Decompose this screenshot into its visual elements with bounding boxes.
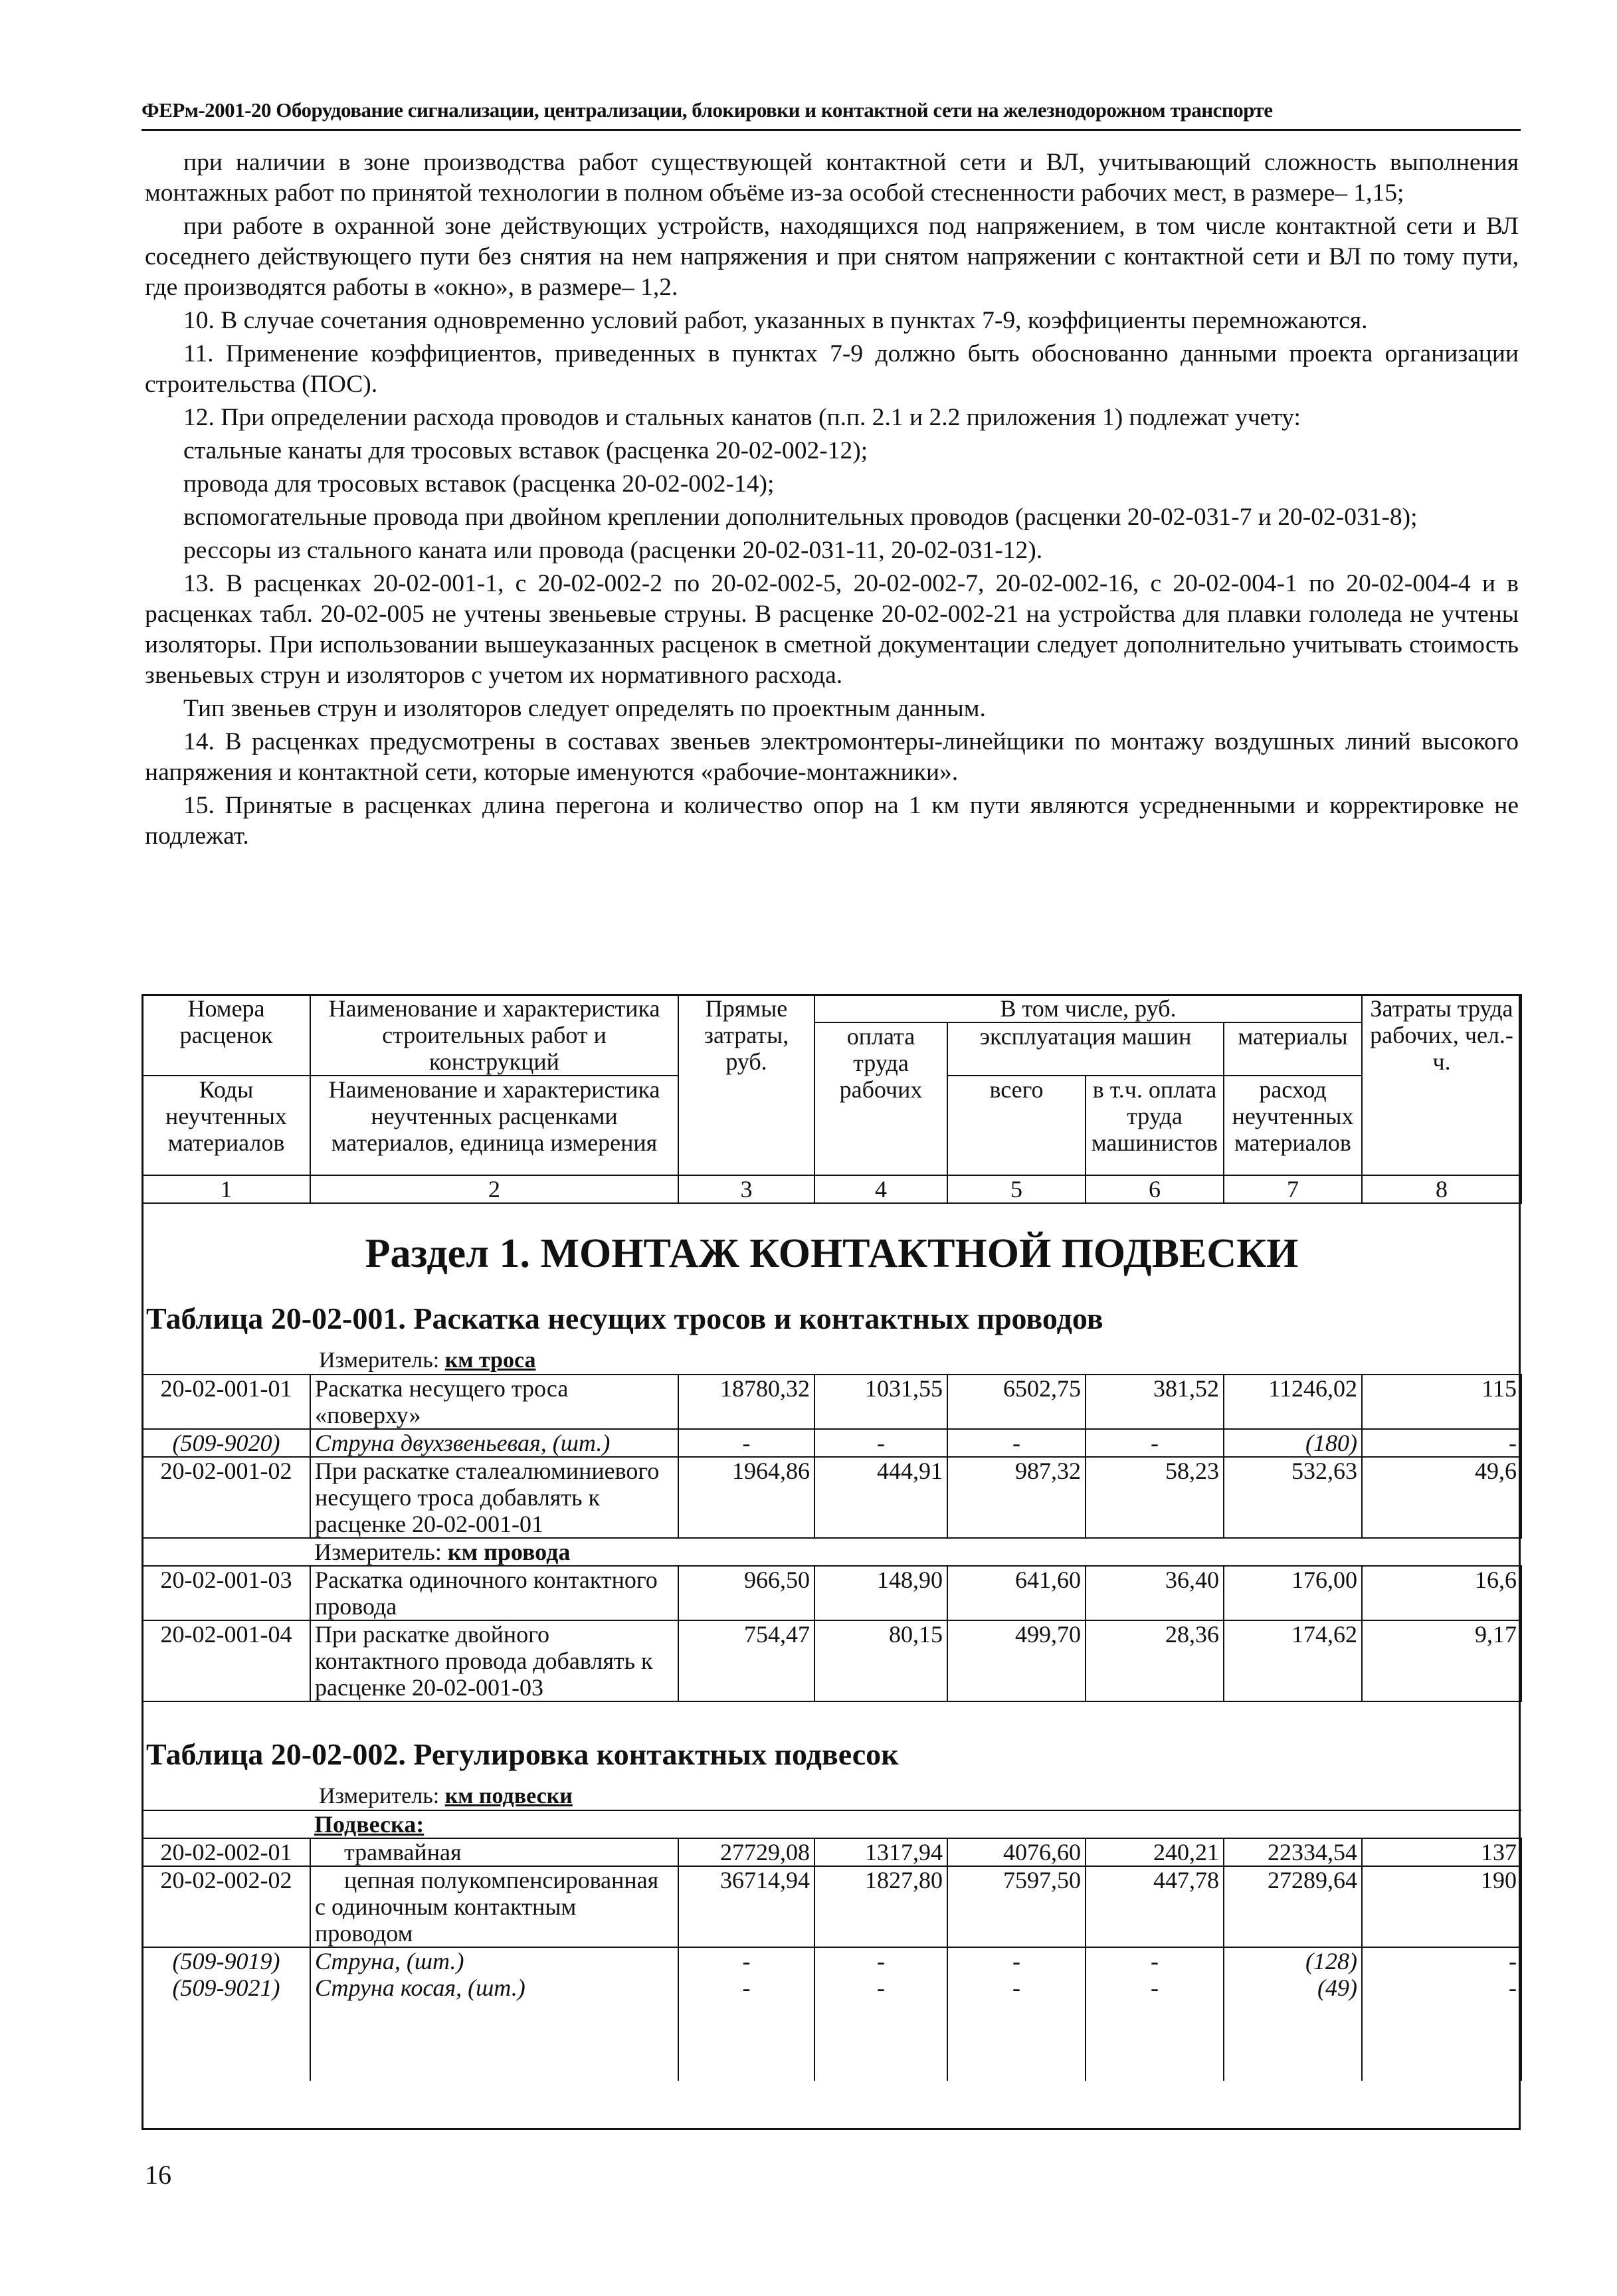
machines-total: 987,32 — [947, 1457, 1086, 1538]
labor-hours: 115 — [1362, 1375, 1521, 1429]
rate-name: При раскатке сталеалюминиевого несущего троса добавлять к расценке 20-02-001-01 — [310, 1457, 678, 1538]
direct-cost: 18780,32 — [678, 1375, 814, 1429]
direct-cost: - — [678, 1947, 814, 1974]
labor-pay: 1827,80 — [814, 1866, 947, 1947]
machines-total: 6502,75 — [947, 1375, 1086, 1429]
drivers-pay: - — [1086, 1947, 1224, 1974]
paragraph: 14. В расценках предусмотрены в составах звеньев электромонтеры-линейщики по монтажу воздушных линий высокого напряжения и контактной сети, которые именуются «рабочие-монтажники». — [145, 728, 1519, 786]
labor-hours: 137 — [1362, 1838, 1521, 1866]
labor-hours: 190 — [1362, 1866, 1521, 1947]
running-header: ФЕРм-2001-20 Оборудование сигнализации, централизации, блокировки и контактной сети на железнодорожном транспорте — [142, 98, 1521, 131]
labor-hours: 49,6 — [1362, 1457, 1521, 1538]
measure-line: Измеритель: км провода — [310, 1538, 1521, 1566]
labor-pay: 148,90 — [814, 1566, 947, 1620]
materials-use: (180) — [1224, 1429, 1362, 1457]
paragraph: стальные канаты для тросовых вставок (расценка 20-02-002-12); — [183, 437, 868, 464]
direct-cost: 1964,86 — [678, 1457, 814, 1538]
header-codes: Коды неучтенных материалов — [142, 1076, 310, 1175]
column-number: 5 — [947, 1175, 1086, 1203]
paragraph: 12. При определении расхода проводов и стальных канатов (п.п. 2.1 и 2.2 приложения 1) подлежат учету: — [183, 404, 1301, 431]
paragraph: 11. Применение коэффициентов, приведенных в пунктах 7-9 должно быть обоснованно данными проекта организации строительства (ПОС). — [145, 340, 1519, 398]
rate-name: Раскатка одиночного контактного провода — [310, 1566, 678, 1620]
material-name: Струна косая, (шт.) — [310, 1974, 678, 2001]
header-numbers: Номера расценок — [142, 995, 310, 1076]
labor-pay: 444,91 — [814, 1457, 947, 1538]
rate-code: 20-02-002-02 — [142, 1866, 310, 1947]
column-number: 4 — [814, 1175, 947, 1203]
materials-cost: 22334,54 — [1224, 1838, 1362, 1866]
drivers-pay: 240,21 — [1086, 1838, 1224, 1866]
labor-pay: 1031,55 — [814, 1375, 947, 1429]
direct-cost: 27729,08 — [678, 1838, 814, 1866]
section-title: Раздел 1. МОНТАЖ КОНТАКТНОЙ ПОДВЕСКИ — [365, 1231, 1299, 1276]
material-code: (509-9021) — [142, 1974, 310, 2001]
header-labor: Затраты труда рабочих, чел.-ч. — [1362, 995, 1521, 1175]
machines-total: - — [947, 1429, 1086, 1457]
labor-hours: 16,6 — [1362, 1566, 1521, 1620]
rates-table — [142, 994, 1522, 2081]
materials-use: (128) — [1224, 1947, 1362, 1974]
column-number: 6 — [1086, 1175, 1224, 1203]
paragraph: 13. В расценках 20-02-001-1, с 20-02-002-2 по 20-02-002-5, 20-02-002-7, 20-02-002-16, с 20-02-004-1 по 20-02-004-4 и в расценках табл. 20-02-005 не учтены звеньевые струны. В расценке 20-02-002-21 на устройства для плавки гололеда не учтены изоляторы. При использовании вышеуказанных расценок в сметной документации следует дополнительно учитывать стоимость звеньевых струн и изоляторов с учетом их нормативного расхода. — [145, 570, 1519, 689]
column-number: 2 — [310, 1175, 678, 1203]
paragraph: рессоры из стального каната или провода (расценки 20-02-031-11, 20-02-031-12). — [183, 537, 1043, 564]
header-including: В том числе, руб. — [814, 995, 1362, 1022]
group-label: Подвеска: — [310, 1810, 1521, 1838]
material-name: Струна двухзвеньевая, (шт.) — [310, 1429, 678, 1457]
body-text — [145, 147, 1519, 852]
drivers-pay: 28,36 — [1086, 1620, 1224, 1701]
paragraph: 10. В случае сочетания одновременно условий работ, указанных в пунктах 7-9, коэффициенты перемножаются. — [183, 307, 1368, 334]
table-title: Таблица 20-02-001. Раскатка несущих тросов и контактных проводов — [146, 1301, 1103, 1335]
materials-cost: 176,00 — [1224, 1566, 1362, 1620]
rate-code: 20-02-001-01 — [142, 1375, 310, 1429]
material-code: (509-9019) — [142, 1947, 310, 1974]
direct-cost: 966,50 — [678, 1566, 814, 1620]
labor-hours: - — [1362, 1974, 1521, 2001]
rate-name: Раскатка несущего троса «поверху» — [310, 1375, 678, 1429]
material-name: Струна, (шт.) — [310, 1947, 678, 1974]
rate-code: 20-02-001-04 — [142, 1620, 310, 1701]
drivers-pay: 381,52 — [1086, 1375, 1224, 1429]
machines-total: 7597,50 — [947, 1866, 1086, 1947]
page-number: 16 — [145, 2160, 171, 2190]
materials-use: (49) — [1224, 1974, 1362, 2001]
header-labor-pay: оплата труда рабочих — [814, 1022, 947, 1175]
direct-cost: - — [678, 1429, 814, 1457]
header-total: всего — [947, 1076, 1086, 1175]
machines-total: 4076,60 — [947, 1838, 1086, 1866]
header-name: Наименование и характеристика строительных работ и конструкций — [310, 995, 678, 1076]
labor-hours: - — [1362, 1429, 1521, 1457]
paragraph: вспомогательные провода при двойном креплении дополнительных проводов (расценки 20-02-031-7 и 20-02-031-8); — [183, 504, 1418, 531]
column-number: 8 — [1362, 1175, 1521, 1203]
machines-total: 499,70 — [947, 1620, 1086, 1701]
column-number: 7 — [1224, 1175, 1362, 1203]
column-number: 3 — [678, 1175, 814, 1203]
measure-line: Измеритель: км подвески — [319, 1784, 573, 1808]
rate-name: трамвайная — [310, 1838, 678, 1866]
paragraph: Тип звеньев струн и изоляторов следует определять по проектным данным. — [183, 695, 986, 722]
header-incl-drivers: в т.ч. оплата труда машинистов — [1086, 1076, 1224, 1175]
drivers-pay: 36,40 — [1086, 1566, 1224, 1620]
paragraph: провода для тросовых вставок (расценка 20-02-002-14); — [183, 470, 775, 498]
header-direct: Прямые затраты, руб. — [678, 995, 814, 1175]
measure-line: Измеритель: км троса — [319, 1348, 536, 1373]
rate-code: 20-02-001-03 — [142, 1566, 310, 1620]
rate-code: 20-02-001-02 — [142, 1457, 310, 1538]
paragraph: 15. Принятые в расценках длина перегона и количество опор на 1 км пути являются усредненными и корректировке не подлежат. — [145, 792, 1519, 850]
direct-cost: 754,47 — [678, 1620, 814, 1701]
rate-code: 20-02-002-01 — [142, 1838, 310, 1866]
paragraph: при работе в охранной зоне действующих устройств, находящихся под напряжением, в том числе контактной сети и ВЛ соседнего действующего пути без снятия на нем напряжения и при снятом напряжении с контактной сети и ВЛ по тому пути, где производятся работы в «окно», в размере– 1,2. — [145, 213, 1519, 301]
labor-pay: - — [814, 1429, 947, 1457]
rate-name: При раскатке двойного контактного провода добавлять к расценке 20-02-001-03 — [310, 1620, 678, 1701]
paragraph: при наличии в зоне производства работ существующей контактной сети и ВЛ, учитывающий сложность выполнения монтажных работ по принятой технологии в полном объёме из-за особой стесненности рабочих мест, в размере– 1,15; — [145, 149, 1519, 207]
materials-cost: 174,62 — [1224, 1620, 1362, 1701]
labor-pay: 80,15 — [814, 1620, 947, 1701]
direct-cost: - — [678, 1974, 814, 2001]
labor-hours: - — [1362, 1947, 1521, 1974]
labor-pay: - — [814, 1947, 947, 1974]
material-code: (509-9020) — [142, 1429, 310, 1457]
header-machines: эксплуатация машин — [947, 1022, 1224, 1076]
labor-hours: 9,17 — [1362, 1620, 1521, 1701]
table-title: Таблица 20-02-002. Регулировка контактных подвесок — [146, 1737, 899, 1771]
machines-total: - — [947, 1974, 1086, 2001]
drivers-pay: - — [1086, 1429, 1224, 1457]
labor-pay: 1317,94 — [814, 1838, 947, 1866]
machines-total: - — [947, 1947, 1086, 1974]
labor-pay: - — [814, 1974, 947, 2001]
column-number: 1 — [142, 1175, 310, 1203]
materials-cost: 532,63 — [1224, 1457, 1362, 1538]
header-materials-use: расход неучтенных материалов — [1224, 1076, 1362, 1175]
drivers-pay: 58,23 — [1086, 1457, 1224, 1538]
materials-cost: 27289,64 — [1224, 1866, 1362, 1947]
rate-name: цепная полукомпенсированная с одиночным контактным проводом — [310, 1866, 678, 1947]
header-name-unaccounted: Наименование и характеристика неучтенных расценками материалов, единица измерения — [310, 1076, 678, 1175]
drivers-pay: 447,78 — [1086, 1866, 1224, 1947]
materials-cost: 11246,02 — [1224, 1375, 1362, 1429]
machines-total: 641,60 — [947, 1566, 1086, 1620]
direct-cost: 36714,94 — [678, 1866, 814, 1947]
drivers-pay: - — [1086, 1974, 1224, 2001]
header-materials: материалы — [1224, 1022, 1362, 1076]
